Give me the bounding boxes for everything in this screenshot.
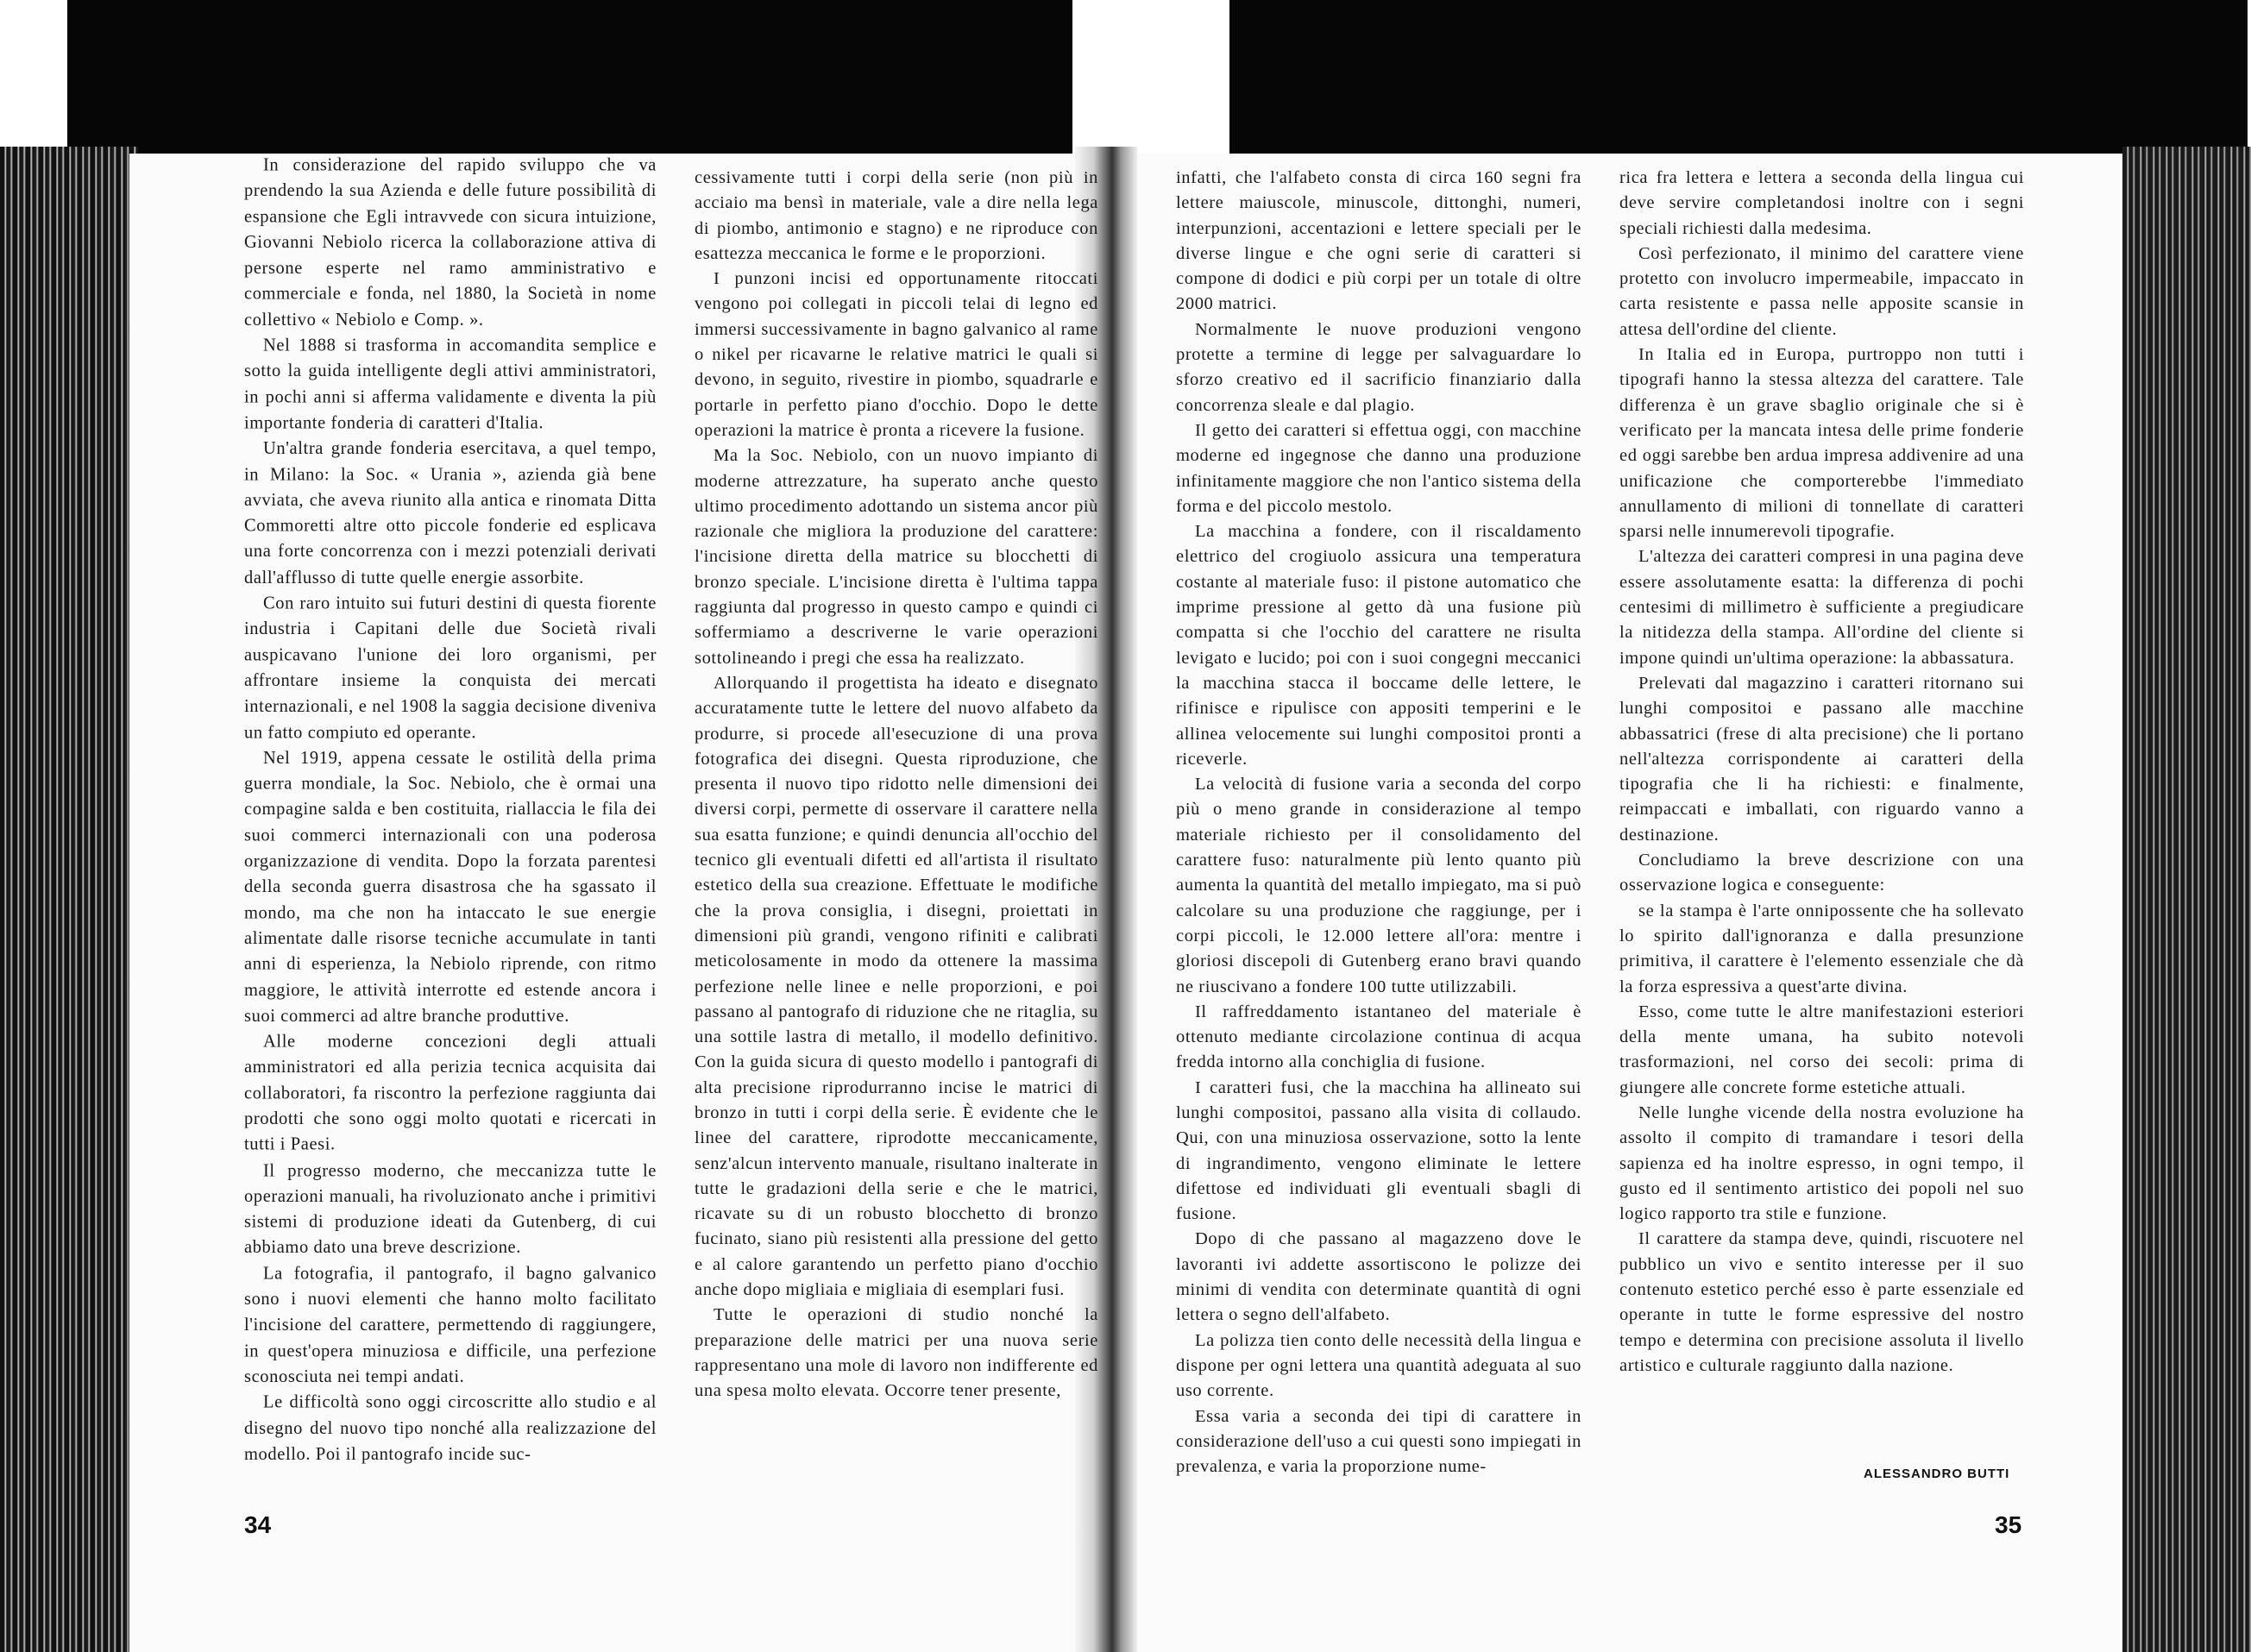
paragraph: Il progresso moderno, che meccanizza tutte le operazioni manuali, ha rivoluzionato anche i primitivi sistemi di produzione ideati da Gutenberg, di cui abbiamo dato una breve descrizione. [244,1160,657,1258]
paragraph: In Italia ed in Europa, purtroppo non tutti i tipografi hanno la stessa altezza del carattere. Tale differenza è un grave sbaglio originale che si è verificato per la mancata intesa delle prime fonderie ed oggi sarebbe ben ardua impresa addivenire ad una unificazione che comporterebbe l'immediato annullamento di milioni di tonnellate di caratteri sparsi nelle innumerevoli tipografie. [1619,345,2024,542]
paragraph: Essa varia a seconda dei tipi di carattere in considerazione dell'uso a cui questi sono impiegati in prevalenza, e varia la proporzione nume- [1176,1406,1581,1477]
page-number-right: 35 [1995,1511,2022,1538]
paragraph: La velocità di fusione varia a seconda del corpo più o meno grande in considerazione al tempo materiale richiesto per il consolidamento del carattere fuso: naturalmente più lento quanto più aumenta la quantità del metallo impiegato, ma si può calcolare su una produzione che raggiunge, per i corpi piccoli, le 12.000 lettere all'ora: mentre i gloriosi discepoli di Gutenberg erano bravi quando ne riuscivano a fondere 100 tutte utilizzabili. [1176,775,1581,996]
top-left-dark-border [67,0,1072,154]
paragraph: se la stampa è l'arte onnipossente che ha sollevato lo spirito dall'ignoranza e dalla presunzione primitiva, il carattere è l'elemento essenziale che dà la forza espressiva a quest'arte divina. [1619,901,2024,996]
paragraph: I caratteri fusi, che la macchina ha allineato sui lunghi compositoi, passano alla visita di collaudo. Qui, con una minuziosa osservazione, sotto la lente di ingrandimento, vengono eliminate le lettere difettose ed individuati gli eventuali sbagli di fusione. [1176,1077,1581,1224]
paragraph: infatti, che l'alfabeto consta di circa 160 segni fra lettere maiuscole, minuscole, dittonghi, numeri, interpunzioni, accentazioni e lettere speciali per le diverse lingue e che ogni serie di caratteri si compone di dodici e più corpi per un totale di oltre 2000 matrici. [1176,168,1581,314]
paragraph: La polizza tien conto delle necessità della lingua e dispone per ogni lettera una quantità adeguata al suo uso corrente. [1176,1330,1581,1401]
paragraph: Il getto dei caratteri si effettua oggi, con macchine moderne ed ingegnose che danno una produzione infinitamente maggiore che non l'antico sistema della forma e del piccolo mestolo. [1176,420,1581,516]
paragraph: Ma la Soc. Nebiolo, con un nuovo impianto di moderne attrezzature, ha superato anche questo ultimo procedimento adottando un sistema ancor più razionale che migliora la produzione del carattere: l'incisione diretta della matrice su blocchetti di bronzo speciale. L'incisione diretta è l'ultima tappa raggiunta dal progresso in questo campo e quindi ci soffermiamo a descriverne le varie operazioni sottolineando i pregi che essa ha realizzato. [695,446,1098,668]
top-right-dark-border [1229,0,2248,154]
paragraph: Le difficoltà sono oggi circoscritte allo studio e al disegno del nuovo tipo nonché alla realizzazione del modello. Poi il pantografo incide suc- [244,1392,657,1464]
paragraph: Nel 1888 si trasforma in accomandita semplice e sotto la guida intelligente degli attivi amministratori, in pochi anni si afferma validamente e diventa la più importante fonderia di caratteri d'Italia. [244,336,657,433]
paragraph: In considerazione del rapido sviluppo che va prendendo la sua Azienda e delle future possibilità di espansione che Egli intravvede con sicura intuizione, Giovanni Nebiolo ricerca la collaborazione attiva di persone esperte nel ramo amministrativo e commerciale e fonda, nel 1880, la Società in nome collettivo « Nebiolo e Comp. ». [244,155,657,330]
paragraph: Il carattere da stampa deve, quindi, riscuotere nel pubblico un vivo e sentito interesse per il suo contenuto estetico perché esso è parte essenziale ed operante in tutte le forme espressive del nostro tempo e determina con precisione assoluta il livello artistico e culturale raggiunto dalla nazione. [1619,1229,2024,1375]
left-page-column-2 [695,166,1098,1404]
author-signature: ALESSANDRO BUTTI [1864,1467,2010,1481]
paragraph: Con raro intuito sui futuri destini di questa fiorente industria i Capitani delle due Società rivali auspicavano l'unione dei loro organismi, per affrontare insieme la conquista dei mercati internazionali, e nel 1908 la saggia decisione diveniva un fatto compiuto ed operante. [244,594,657,742]
paragraph: Tutte le operazioni di studio nonché la preparazione delle matrici per una nuova serie rappresentano una mole di lavoro non indifferente ed una spesa molto elevata. Occorre tener presente, [695,1305,1098,1401]
right-page-column-1 [1176,166,1581,1479]
left-page-column-1 [244,153,657,1467]
paragraph: Nelle lunghe vicende della nostra evoluzione ha assolto il compito di tramandare i tesori della sapienza ed ha inoltre espresso, in ogni tempo, il gusto ed il sentimento artistico dei popoli nel suo logico rapporto tra stile e funzione. [1619,1102,2024,1224]
right-page-column-2 [1619,166,2024,1379]
paragraph: Il raffreddamento istantaneo del materiale è ottenuto mediante circolazione continua di acqua fredda intorno alla conchiglia di fusione. [1176,1002,1581,1072]
paragraph: L'altezza dei caratteri compresi in una pagina deve essere assolutamente esatta: la differenza di pochi centesimi di millimetro è sufficiente a pregiudicare la nitidezza della stampa. All'ordine del cliente si impone quindi un'ultima operazione: la abbassatura. [1619,547,2024,668]
paragraph: Così perfezionato, il minimo del carattere viene protetto con involucro impermeabile, impaccato in carta resistente e passa nelle apposite scansie in attesa dell'ordine del cliente. [1619,243,2024,339]
page-number-left: 34 [244,1511,272,1538]
paragraph: I punzoni incisi ed opportunamente ritoccati vengono poi collegati in piccoli telai di legno ed immersi successivamente in bagno galvanico al rame o nikel per ricavarne le relative matrici le quali si devono, in seguito, rivestire in piombo, squadrarle e portarle in perfetto piano d'occhio. Dopo le dette operazioni la matrice è pronta a ricevere la fusione. [695,269,1098,440]
paragraph: Nel 1919, appena cessate le ostilità della prima guerra mondiale, la Soc. Nebiolo, che è ormai una compagine salda e ben costituita, riallaccia le fila dei suoi commerci internazionali con una poderosa organizzazione di vendita. Dopo la forzata parentesi della seconda guerra disastrosa che ha sgassato il mondo, ma che non ha intaccato le sue energie alimentate dalle risorse tecniche accumulate in tanti anni di esperienza, la Nebiolo riprende, con ritmo maggiore, le attività interrotte ed estende ancora i suoi commerci ad altre branche produttive. [244,748,657,1026]
paragraph: cessivamente tutti i corpi della serie (non più in acciaio ma bensì in materiale, vale a dire nella lega di piombo, antimonio e stagno) e ne riproduce con esattezza meccanica le forme e le proporzioni. [695,168,1098,263]
paragraph: La fotografia, il pantografo, il bagno galvanico sono i nuovi elementi che hanno molto facilitato l'incisione del carattere, permettendo di raggiungere, in quest'opera minuziosa e difficile, una perfezione sconosciuta nei tempi andati. [244,1264,657,1387]
paragraph: Alle moderne concezioni degli attuali amministratori ed alla perizia tecnica acquisita dai collaboratori, fa riscontro la perfezione raggiunta dai prodotti che sono oggi molto quotati e ricercati in tutti i Paesi. [244,1032,657,1155]
paragraph: La macchina a fondere, con il riscaldamento elettrico del crogiuolo assicura una temperatura costante al materiale fuso: il pistone automatico che imprime pressione al getto dà una fusione più compatta si che l'occhio del carattere ne risulta levigato e lucido; poi con i suoi congegni meccanici la macchina stacca il boccame delle lettere, le rifinisce e ripulisce con appositi temperini e le allinea velocemente sui lunghi compositoi pronti a riceverle. [1176,522,1581,769]
left-page-edges [0,147,138,1652]
paragraph: rica fra lettera e lettera a seconda della lingua cui deve servire completandosi inoltre con i segni speciali richiesti dalla medesima. [1619,168,2024,238]
paragraph: Un'altra grande fonderia esercitava, a quel tempo, in Milano: la Soc. « Urania », azienda già bene avviata, che aveva riunito alla antica e rinomata Ditta Commoretti altre otto piccole fonderie ed esplicava una forte concorrenza con i mezzi potenziali derivati dall'afflusso di tutte quelle energie assorbite. [244,438,657,587]
paragraph: Dopo di che passano al magazzeno dove le lavoranti ivi addette assortiscono le polizze dei minimi di vendita con determinate quantità di ogni lettera o segno dell'alfabeto. [1176,1229,1581,1325]
paragraph: Normalmente le nuove produzioni vengono protette a termine di legge per salvaguardare lo sforzo creativo ed il sacrificio finanziario dalla concorrenza sleale e dal plagio. [1176,319,1581,415]
paragraph: Esso, come tutte le altre manifestazioni esteriori della mente umana, ha subito notevoli trasformazioni, nel corso dei secoli: prima di giungere alle concrete forme estetiche attuali. [1619,1002,2024,1097]
paragraph: Prelevati dal magazzino i caratteri ritornano sui lunghi compositoi e passano alle macchine abbassatrici (frese di alta precisione) che li portano nell'altezza corrispondente ai caratteri della tipografia che li ha richiesti: e finalmente, reimpaccati e imballati, con riguardo vanno a destinazione. [1619,673,2024,845]
top-gutter [1072,0,1229,154]
paragraph: Concludiamo la breve descrizione con una osservazione logica e conseguente: [1619,851,2024,895]
right-page-edges [2122,147,2251,1652]
paragraph: Allorquando il progettista ha ideato e disegnato accuratamente tutte le lettere del nuovo alfabeto da produrre, si procede all'esecuzione di una prova fotografica dei disegni. Questa riproduzione, che presenta il nuovo tipo ridotto nelle dimensioni dei diversi corpi, permette di osservare il carattere nella sua esatta funzione; e quindi denuncia all'occhio del tecnico gli eventuali difetti ed all'artista il risultato estetico della sua creazione. Effettuate le modifiche che la prova consiglia, i disegni, proiettati in dimensioni più grandi, vengono rifiniti e calibrati meticolosamente in modo da ottenere la massima perfezione nelle linee e nelle proporzioni, e poi passano al pantografo di riduzione che ne ritaglia, su una sottile lastra di metallo, il modello definitivo. Con la guida sicura di questo modello i pantografi di alta precisione riprodurranno incise le matrici di bronzo in tutti i corpi della serie. È evidente che le linee del carattere, riprodotte meccanicamente, senz'alcun intervento manuale, risultano inalterate in tutte le gradazioni della serie e che le matrici, ricavate su di un robusto blocchetto di bronzo fucinato, siano più resistenti alla pressione del getto e al calore garantendo un perfetto piano d'occhio anche dopo migliaia e migliaia di esemplari fusi. [695,673,1098,1300]
